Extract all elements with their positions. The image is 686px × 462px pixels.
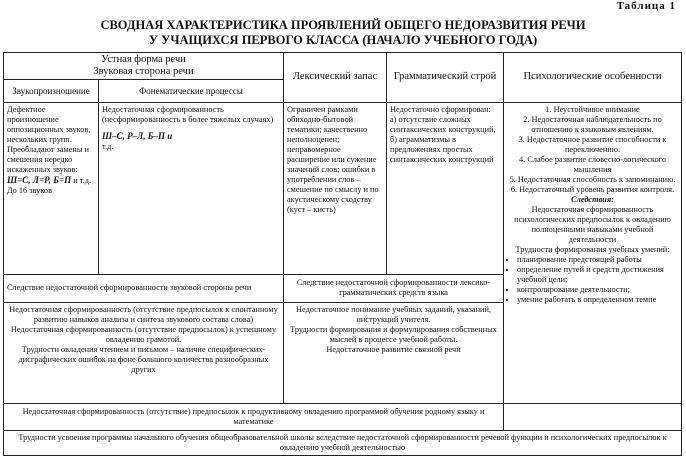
sound-side-label: Звуковая сторона речи xyxy=(93,66,194,78)
grammar-a: а) отсутствие сложных синтаксических конструкций, xyxy=(390,114,496,134)
bottom-row-empty xyxy=(504,404,682,430)
summary-table xyxy=(3,52,682,456)
header-phonemic: Фонематические процессы xyxy=(99,80,284,102)
bottom-row-cell: Недостаточная сформированность (отсутствие) предпосылок к продуктивному овладению программой обучения родному языку и математике xyxy=(4,404,504,430)
header-lexical: Лексический запас xyxy=(284,53,387,103)
oral-form-label: Устная форма речи xyxy=(101,54,186,66)
psych-bullet: • определение путей и средств достижения учебной цели; xyxy=(517,265,678,285)
psych-cell xyxy=(504,102,682,404)
lexgram-effect: Недостаточное понимание учебных заданий, указаний, инструкций учителя. xyxy=(296,305,491,325)
phonemic-cell xyxy=(99,102,284,274)
grammar-intro: Недостаточно сформирован: xyxy=(390,104,491,114)
lexical-cell: Ограничен рамками обиходно-бытовой тематики; качественно неполноценен; неправомерное расширение или сужение значений слов; ошибки в употреблении слов – смешение по смыслу и по акустическому сходству (куст – кисть) xyxy=(284,102,387,274)
pronunciation-formula: Ш=С, Л=Р, Б=П xyxy=(7,174,72,185)
psych-difficulties: Трудности формирования учебных умений: xyxy=(515,244,670,254)
grammar-cell xyxy=(387,102,504,274)
lexgram-effect: Трудности формирования и формулирования собственных мыслей в процессе учебной работы. xyxy=(290,325,497,345)
psych-bullet: • планирование предстоящей работы xyxy=(517,255,678,265)
lexgram-effect: Недостаточное развитие связной речи xyxy=(326,345,461,355)
header-grammar: Грамматический строй xyxy=(387,53,504,103)
sound-effect: Недостаточная сформированность (отсутствие предпосылок к спонтанному развитию навыков анализа и синтеза звукового состава слова) xyxy=(9,305,278,325)
lexgram-consequence: Следствие недостаточной сформированности лексико-грамматических средств языка xyxy=(296,278,491,298)
phonemic-formula: Ш–С, Р–Л, Б–П и xyxy=(102,130,173,141)
psych-item: 6. Недостаточный уровень развития контроля. xyxy=(510,184,675,194)
psych-item: 4. Слабое развитие словесно-логического мышления xyxy=(519,154,666,174)
title-line-1: СВОДНАЯ ХАРАКТЕРИСТИКА ПРОЯВЛЕНИЙ ОБЩЕГО НЕДОРАЗВИТИЯ РЕЧИ xyxy=(100,18,586,32)
header-oral-form xyxy=(4,53,284,80)
footer-row-cell: Трудности усвоения программы начального обучения общеобразовательной школы вследствие недостаточной сформированности речевой функции и психологических предпосылок к овладению учебной деятельностью xyxy=(4,430,682,455)
lexgram-consequence-cell xyxy=(284,274,504,302)
header-psych: Психологические особенности xyxy=(504,53,682,103)
sound-effect: Трудности овладения чтением и письмом – наличие специфических-дисграфических ошибок на фоне большого количества разнообразных других xyxy=(18,345,269,375)
phonemic-text: Недостаточная сформированность (несформированность в более тяжелых случаях) xyxy=(102,104,274,124)
pronunciation-cell xyxy=(4,102,99,274)
lexgram-effects-cell xyxy=(284,303,504,404)
psych-item: 5. Недостаточная способность к запоминанию. xyxy=(509,174,676,184)
psych-bullet-list xyxy=(507,255,678,305)
header-pronunciation: Звукопроизношение xyxy=(4,80,99,102)
table-label: Таблица 1 xyxy=(616,0,676,12)
grammar-b: б) аграмматизмы в предложениях простых синтаксических конструкций xyxy=(390,134,494,164)
title-line-2: У УЧАЩИХСЯ ПЕРВОГО КЛАССА (НАЧАЛО УЧЕБНОГО ГОДА) xyxy=(148,33,538,47)
psych-bullet: • контролирование деятельности; xyxy=(517,285,678,295)
sound-consequence-cell xyxy=(4,274,284,302)
sound-effect: Недостаточная сформированность (отсутствие предпосылок) к успешному овладению грамотой. xyxy=(10,325,277,345)
pronunciation-tail: и т.д. xyxy=(73,175,92,185)
psych-consequence-text: Недостаточная сформированность психологических предпосылок к овладению полноценными навыками учебной деятельности xyxy=(514,204,671,244)
sound-consequence: Следствие недостаточной сформированности звуковой стороны речи xyxy=(7,283,252,293)
sound-effects-cell xyxy=(4,303,284,404)
psych-item: 3. Недостаточное развитие способности к переключению. xyxy=(518,134,667,154)
psych-bullet: • умение работать в определенном темпе xyxy=(517,295,678,305)
pronunciation-count: До 16 звуков xyxy=(7,185,52,195)
psych-consequences-label: Следствия: xyxy=(571,194,614,204)
psych-item: 1. Неустойчивое внимание xyxy=(545,104,640,114)
phonemic-tail: т.д. xyxy=(102,141,114,151)
psych-item: 2. Недостаточная наблюдательность по отношению к языковым явлениям. xyxy=(523,114,662,134)
pronunciation-text: Дефектное произношение оппозиционных звуков, нескольких групп. Преобладают замены и смешения нередко искаженных звуков: xyxy=(7,104,91,174)
